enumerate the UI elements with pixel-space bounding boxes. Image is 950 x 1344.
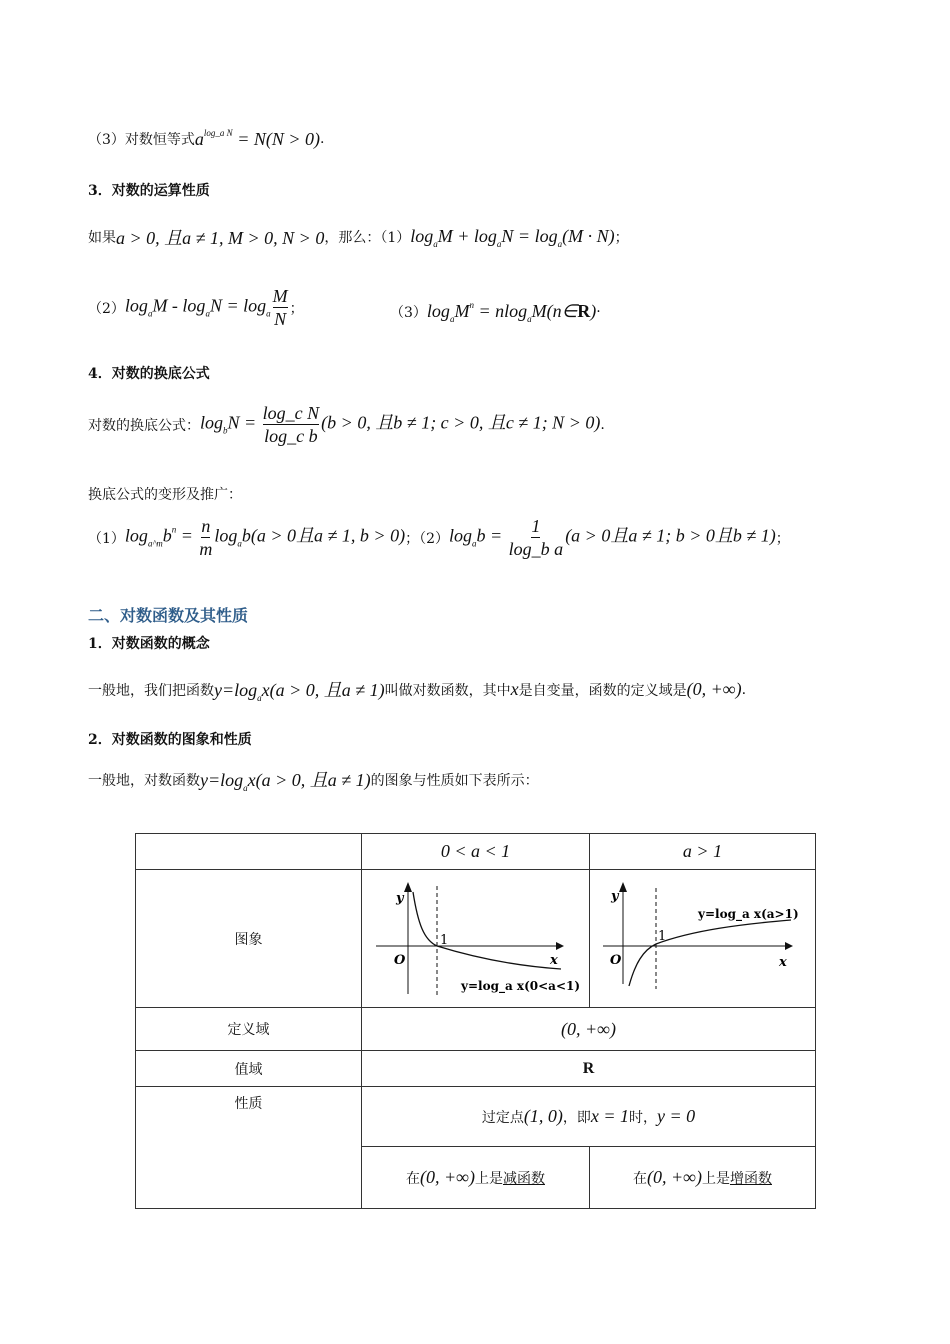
superscript: n [469, 300, 474, 310]
denominator: N [274, 309, 287, 329]
denominator: log_c b [264, 426, 318, 446]
denominator: m [199, 539, 213, 559]
text: 的图象与性质如下表所示： [370, 772, 539, 789]
text: 上是 [474, 1171, 503, 1187]
text: ； [614, 230, 629, 246]
math-text: (0, +∞) [647, 1167, 702, 1187]
math-text: (a > 0且a ≠ 1; b > 0且b ≠ 1) [565, 525, 776, 546]
subscript: a [205, 308, 210, 319]
section-heading: 二、对数函数及其性质 [88, 606, 249, 625]
op-3 [390, 300, 601, 324]
math-text: M [454, 301, 470, 321]
one-label: 1 [657, 928, 666, 944]
numerator: log_c N [262, 403, 320, 423]
math-text: (M · N) [562, 225, 615, 246]
text: 时， [629, 1110, 657, 1126]
text: . [741, 681, 747, 698]
math-text: N = log [209, 295, 267, 316]
text: （3）对数恒等式 [88, 132, 195, 148]
decreasing-curve [413, 892, 561, 969]
domain-value [362, 1008, 816, 1051]
formula [214, 676, 385, 703]
y-arrow [404, 882, 412, 892]
math-text: log [124, 525, 148, 546]
math-text: N = log [501, 225, 558, 246]
y-label: y [610, 888, 619, 904]
fraction [273, 285, 288, 330]
math-text: b(a > 0且a ≠ 1, b > 0) [241, 525, 406, 546]
subscript: b [223, 425, 228, 436]
math-text: log [449, 525, 473, 546]
row-label-range: 值域 [136, 1051, 362, 1087]
var: x [510, 679, 519, 699]
math-text: b = [476, 525, 507, 546]
math-text: x(a > 0, 且a ≠ 1) [247, 770, 371, 790]
text: （1） [88, 530, 125, 547]
text: 是自变量，函数的定义域是 [518, 682, 687, 699]
math-text: x(a > 0, 且a ≠ 1) [261, 680, 385, 700]
math-text: a [194, 129, 204, 149]
math-text: M(n∈ [531, 301, 578, 321]
superscript: log_a N [203, 128, 233, 138]
one-label: 1 [439, 932, 448, 948]
subscript: a [147, 308, 153, 319]
text: 如果 [88, 230, 116, 246]
math-text: (b > 0, 且b ≠ 1; c > 0, 且c ≠ 1; N > 0) [321, 412, 601, 433]
text: ； [289, 300, 304, 317]
subscript: a [237, 538, 242, 549]
text: 对数的换底公式： [88, 417, 200, 434]
curve-label: y=log_a x(a>1) [697, 906, 799, 921]
subscript: a [527, 314, 532, 324]
range-value: R [362, 1051, 816, 1087]
denominator: log_b a [508, 539, 564, 559]
change-of-base [88, 402, 605, 447]
concept [88, 676, 746, 703]
numerator: 1 [531, 516, 541, 536]
math-text: (1, 0) [523, 1106, 563, 1126]
formula [200, 402, 600, 447]
superscript: n [171, 524, 177, 535]
text: 增函数 [729, 1171, 772, 1187]
formula [420, 1167, 475, 1187]
ops-intro [88, 224, 629, 250]
math-text: = [176, 525, 198, 546]
subscript: a [433, 238, 438, 249]
subscript: a [496, 238, 502, 249]
origin-label: O [393, 952, 405, 968]
heading-graph: 2．对数函数的图象和性质 [88, 732, 252, 748]
x-arrow [785, 942, 793, 950]
fraction [263, 402, 320, 447]
math-text: y=log [214, 680, 258, 700]
subscript: a [449, 314, 455, 324]
math-text: y=log [200, 770, 244, 790]
math-text: 0 < a < 1 [440, 841, 511, 861]
formula [657, 1106, 695, 1126]
math-text: = nlog [473, 301, 528, 321]
text: 减函数 [502, 1171, 545, 1187]
math-text: ) [590, 301, 597, 321]
formula [125, 515, 405, 560]
math-text: log [200, 412, 224, 433]
origin-label: O [609, 952, 621, 968]
heading-concept: 1．对数函数的概念 [88, 636, 210, 652]
graph-decreasing [362, 870, 590, 1008]
formula [687, 679, 742, 700]
formula [427, 300, 596, 324]
text: （2） [88, 300, 125, 317]
graph-increasing [590, 870, 816, 1008]
math-text: log [214, 525, 238, 546]
row-label-graph: 图象 [136, 870, 362, 1008]
math-text: log [410, 225, 434, 246]
variants-title: 换底公式的变形及推广： [88, 487, 242, 503]
math-text: = N(N > 0) [232, 129, 320, 149]
heading-3: 3．对数的运算性质 [88, 183, 210, 199]
row-label-domain: 定义域 [136, 1008, 362, 1051]
x-label: x [549, 952, 558, 968]
y-label: y [395, 890, 404, 906]
text: . [319, 131, 325, 147]
math-text: M + log [437, 225, 497, 246]
row-label-props: 性质 [136, 1087, 362, 1209]
variants [88, 515, 790, 560]
math-text: a > 0, 且a ≠ 1, M > 0, N > 0 [116, 228, 325, 248]
math-text: N = [227, 412, 261, 433]
graph-intro [88, 766, 539, 793]
graph-increasing-svg [593, 874, 813, 1004]
subscript: a [557, 238, 563, 249]
text: ；（2） [405, 530, 449, 547]
math-text: y = 0 [657, 1106, 696, 1126]
math-bold: R [577, 301, 591, 321]
subscript: a^m [147, 538, 163, 549]
curve-label: y=log_a x(0<a<1) [460, 978, 580, 993]
numerator: M [272, 286, 288, 306]
formula [125, 285, 290, 330]
x-arrow [556, 942, 564, 950]
y-arrow [619, 882, 627, 892]
heading-4: 4．对数的换底公式 [88, 366, 210, 382]
fraction [199, 515, 212, 560]
subscript: a [266, 308, 271, 319]
formula [410, 226, 614, 249]
subscript: a [472, 538, 477, 549]
fraction [509, 515, 564, 560]
text: 上是 [701, 1171, 730, 1187]
text: 一般地，对数函数 [88, 772, 200, 789]
math-text: M - log [152, 295, 206, 316]
fixed-point [362, 1087, 816, 1147]
math-text: (0, +∞) [686, 679, 742, 699]
formula [116, 224, 324, 250]
math-text: (0, +∞) [420, 1167, 475, 1187]
text: 叫做对数函数，其中 [384, 682, 511, 699]
header-0-a-1 [362, 834, 590, 870]
math-text: x = 1 [590, 1106, 629, 1126]
formula [524, 1106, 563, 1126]
empty-cell [136, 834, 362, 870]
op-2 [88, 285, 304, 330]
text: 过定点 [481, 1110, 524, 1126]
text: 在 [406, 1171, 421, 1187]
formula [647, 1167, 702, 1187]
subscript: a [257, 693, 262, 703]
math-text: log [124, 295, 148, 316]
math-text: (0, +∞) [561, 1018, 616, 1039]
formula [195, 128, 320, 150]
text: 一般地，我们把函数 [88, 682, 214, 699]
math-text: log [426, 301, 450, 321]
increasing-curve [629, 920, 791, 986]
graph-decreasing-svg [366, 874, 586, 1004]
formula [200, 766, 371, 793]
text: · [596, 304, 601, 320]
text: . [600, 416, 605, 433]
header-a-gt-1 [590, 834, 816, 870]
math-text: a > 1 [682, 841, 723, 861]
decreasing-prop [362, 1147, 590, 1209]
text: （3） [390, 305, 427, 321]
properties-table [135, 833, 816, 1209]
text: 在 [633, 1171, 648, 1187]
text: ，那么：（1） [324, 230, 411, 246]
text: ，即 [562, 1110, 591, 1126]
text: ； [775, 530, 790, 547]
increasing-prop [590, 1147, 816, 1209]
math-text: b [162, 525, 172, 546]
x-label: x [778, 954, 787, 970]
numerator: n [201, 516, 211, 536]
formula [591, 1106, 629, 1126]
formula [449, 515, 776, 560]
log-identity [88, 128, 324, 150]
subscript: a [243, 783, 248, 793]
